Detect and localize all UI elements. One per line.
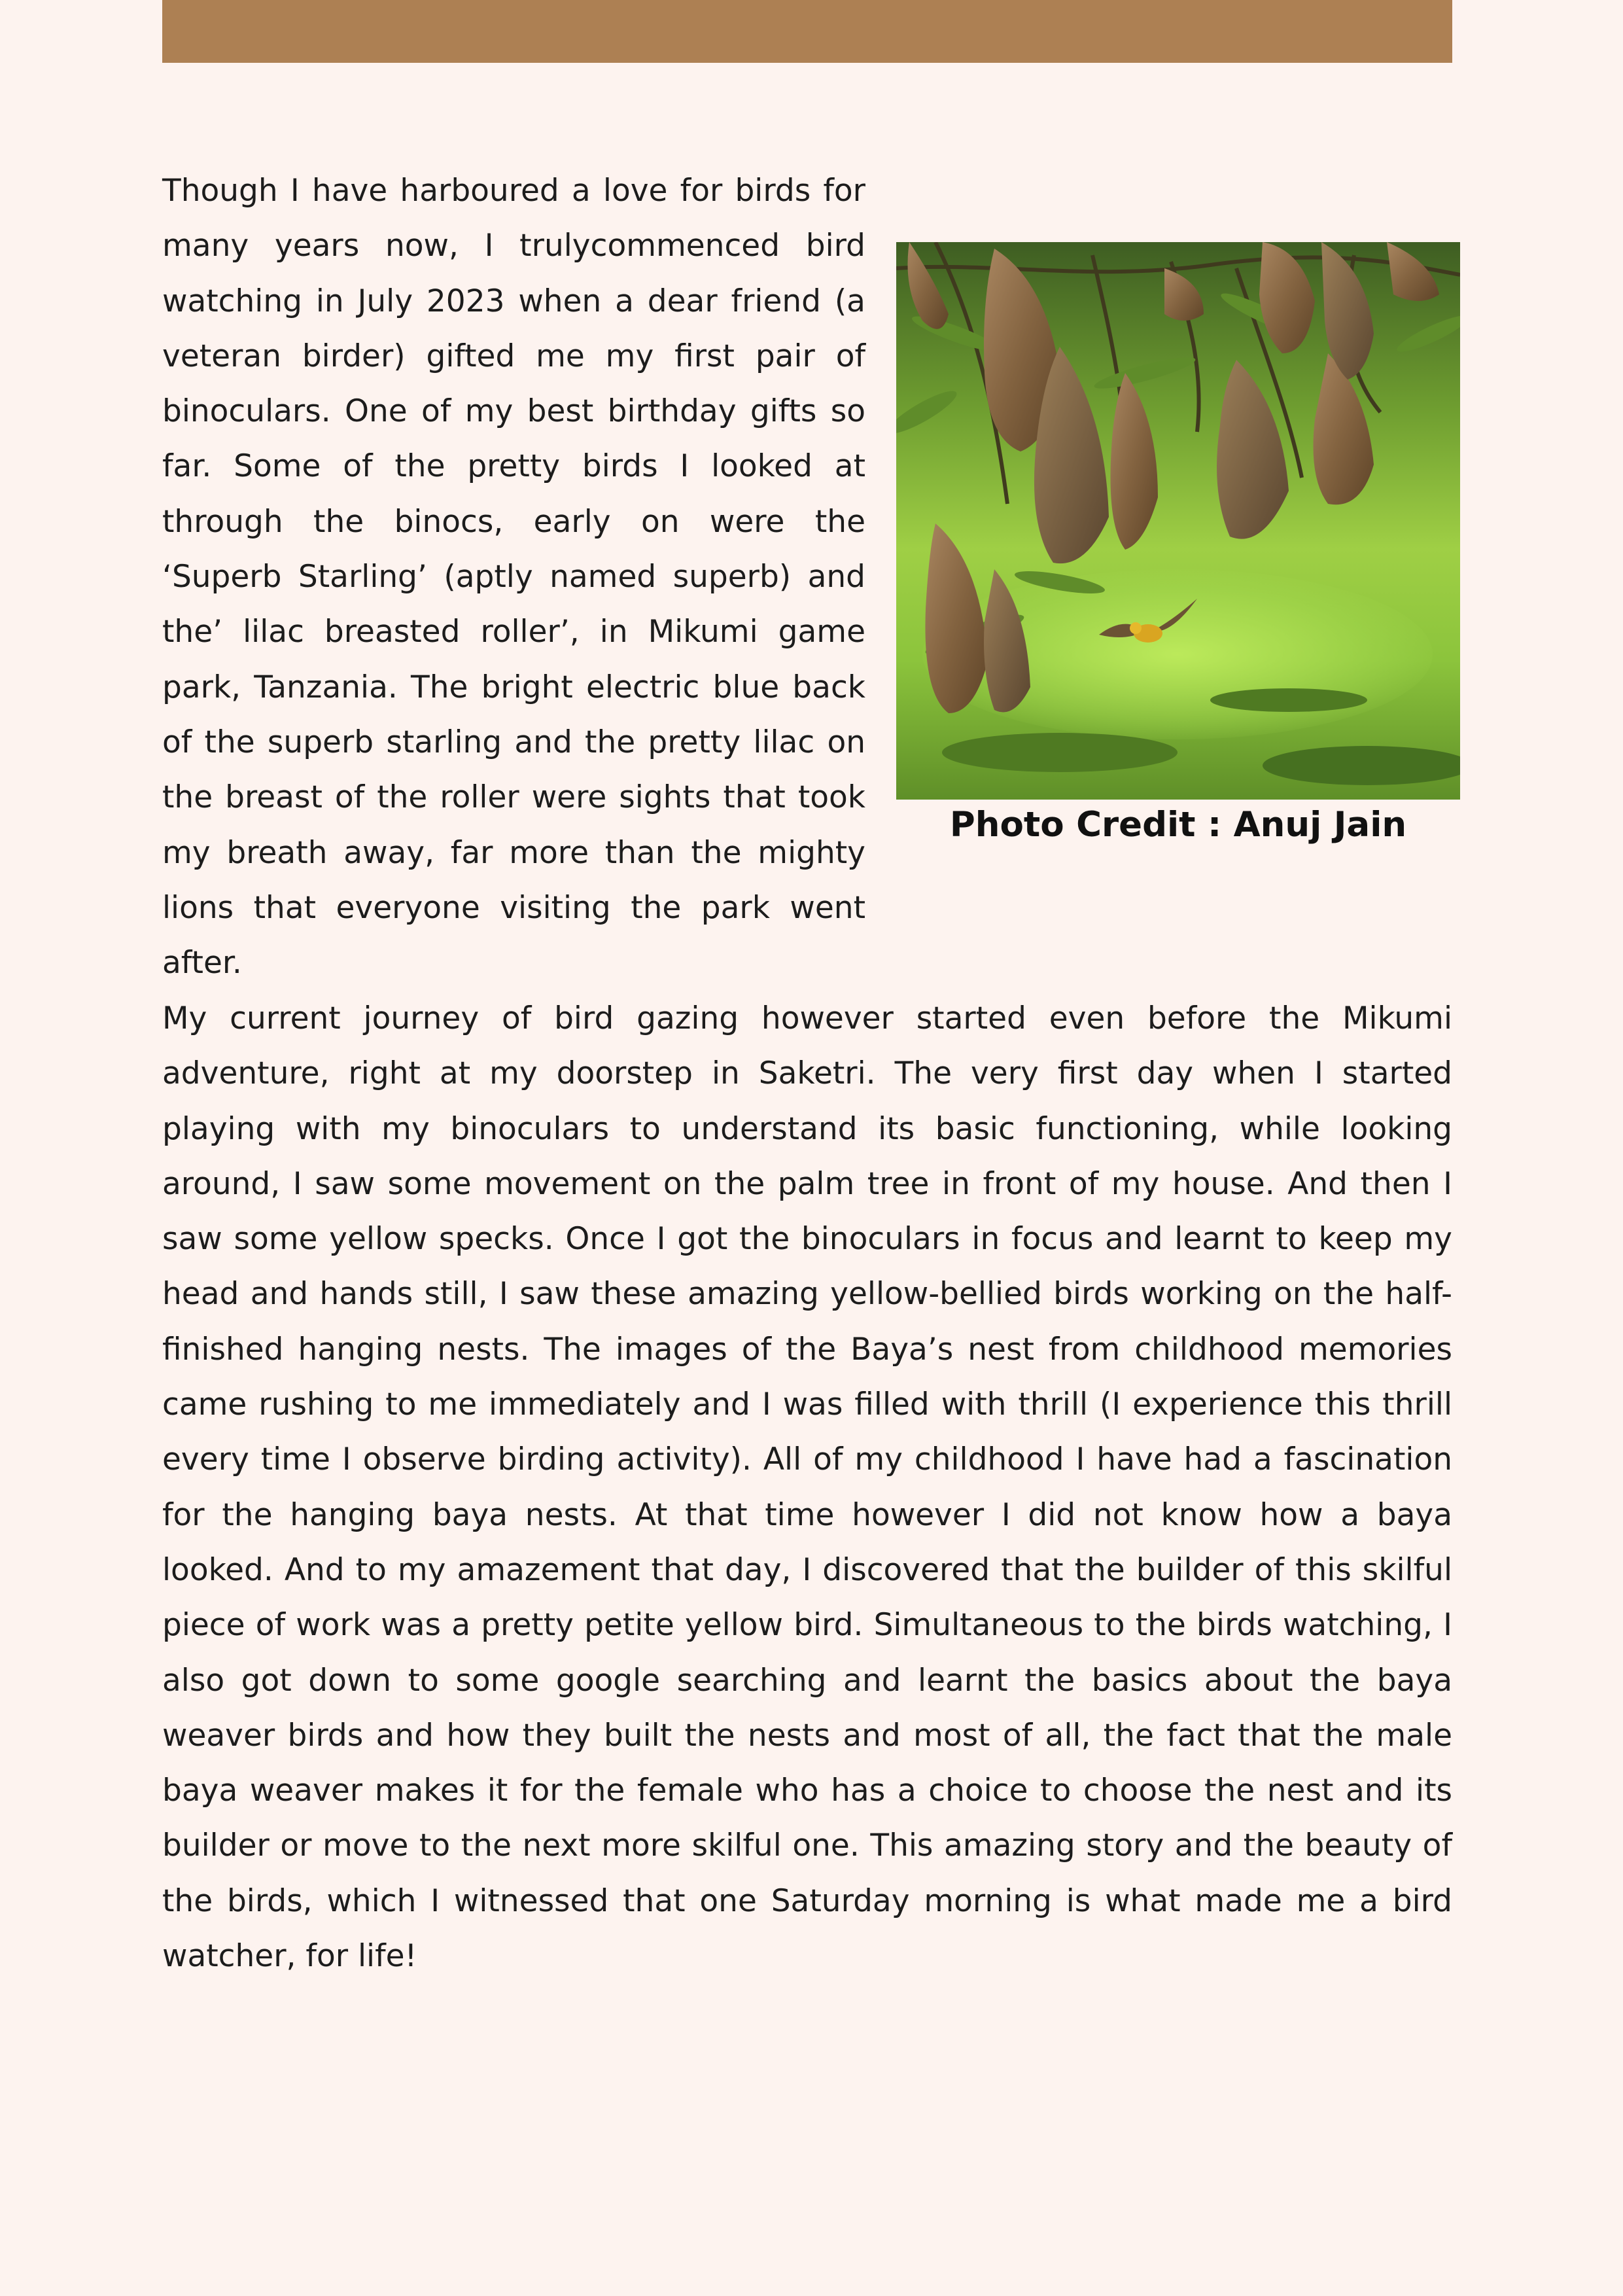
flying-weaver-bird xyxy=(1099,599,1197,643)
intro-paragraph: Though I have harboured a love for birds for many years now, I trulycommenced bird watching in July 2023 when a dear friend (a veteran birder) gifted me my first pair of binoculars. One of my best birthday gifts so far. Some of the pretty birds I looked at through the binocs, early on were the ‘Superb Starling’ (aptly named superb) and the’ lilac breasted roller’, in Mikumi game park, Tanzania. The bright electric blue back of the superb starling and the pretty lilac on the breast of the roller were sights that took my breath away, far more than the mighty lions that everyone visiting the park went after. xyxy=(162,173,865,981)
story-paragraph: My current journey of bird gazing however started even before the Mikumi adventure, right at my doorstep in Saketri. The very first day when I started playing with my binoculars to understand its basic functioning, while looking around, I saw some movement on the palm tree in front of my house. And then I saw some yellow specks. Once I got the binoculars in focus and learnt to keep my head and hands still, I saw these amazing yellow-bellied birds working on the half-finished hanging nests. The images of the Baya’s nest from childhood memories came rushing to me immediately and I was filled with thrill (I experience this thrill every time I observe birding activity). All of my childhood I have had a fascination for the hanging baya nests. At that time however I did not know how a baya looked. And to my amazement that day, I discovered that the builder of this skilful piece of work was a pretty petite yellow bird. Simultaneous to the birds watching, I also got down to some google searching and learnt the basics about the baya weaver birds and how they built the nests and most of all, the fact that the male baya weaver makes it for the female who has a choice to choose the nest and its builder or move to the next more skilful one. This amazing story and the beauty of the birds, which I witnessed that one Saturday morning is what made me a bird watcher, for life! xyxy=(162,1000,1452,1975)
header-band xyxy=(162,0,1452,63)
photo-caption: Photo Credit : Anuj Jain xyxy=(949,805,1407,845)
weaver-nests-photo xyxy=(896,242,1460,800)
hanging-nests xyxy=(908,242,1440,713)
nests-illustration xyxy=(896,242,1460,800)
